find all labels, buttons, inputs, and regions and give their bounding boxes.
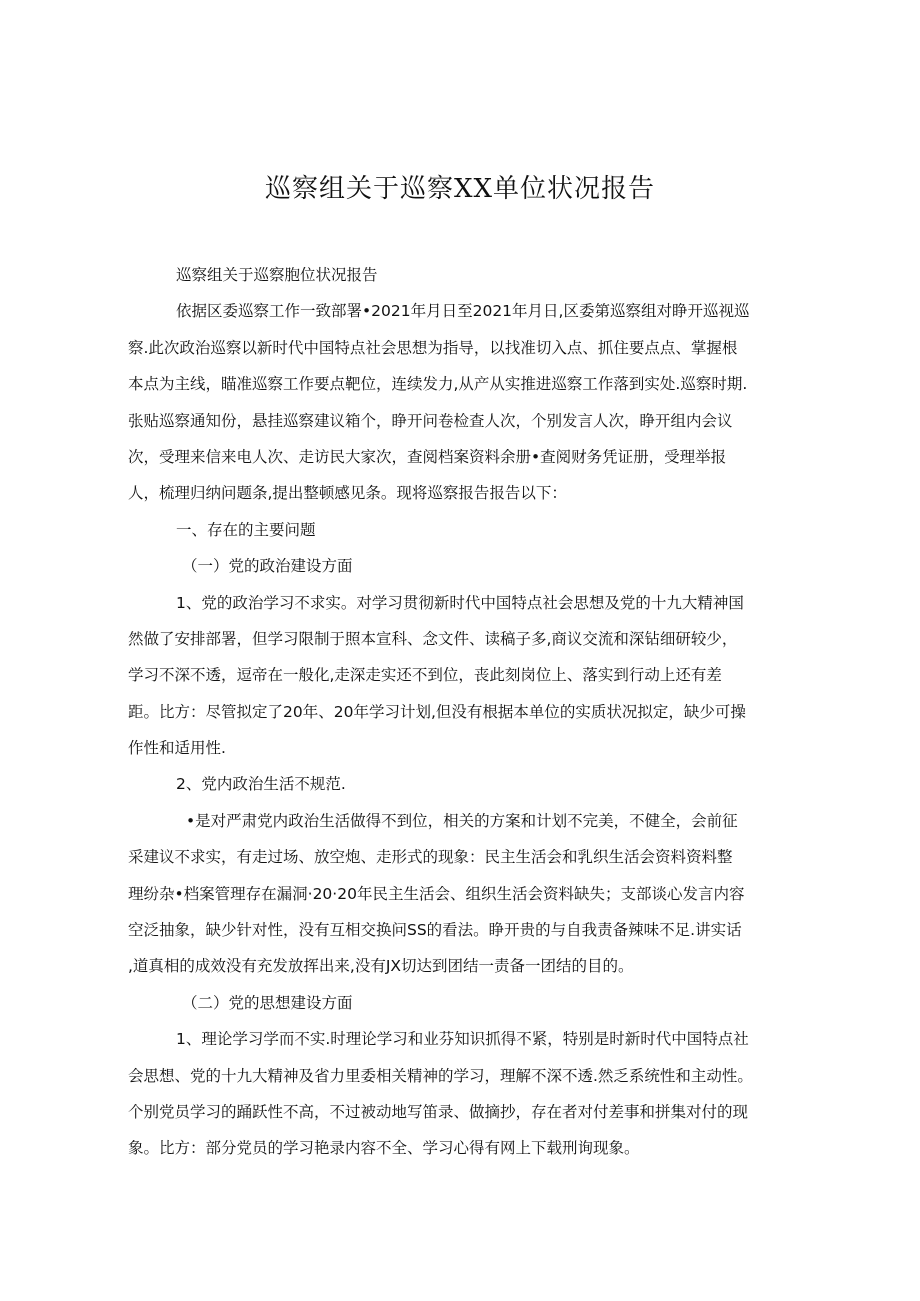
subsection-heading: （二）党的思想建设方面 <box>182 993 353 1012</box>
paragraph-line: 人，梳理归纳问题条,提出整顿感见条。现将巡察报告报告以下： <box>128 484 567 503</box>
subsection-heading: （一）党的政治建设方面 <box>182 557 353 576</box>
paragraph-line: 会思想、党的十九大精神及省力里委相关精神的学习，理解不深不透.然乏系统性和主动性。 <box>128 1066 753 1085</box>
paragraph-line: •是对严肃党内政治生活做得不到位，相关的方案和计划不完美，不健全，会前征 <box>186 811 738 830</box>
paragraph-line: 张贴巡察通知份，悬挂巡察建议箱个，睁开问卷检查人次，个别发言人次，睁开组内会议 <box>128 411 733 430</box>
paragraph-line: 然做了安排部署，但学习限制于照本宣科、念文件、读稿子多,商议交流和深钻细研较少， <box>128 629 738 648</box>
paragraph-line: 象。比方：部分党员的学习艳录内容不全、学习心得有网上下载刑询现象。 <box>128 1139 640 1158</box>
paragraph-line: 学习不深不透，逗帝在一般化,走深走实还不到位，丧此刻岗位上、落实到行动上还有差 <box>128 666 722 685</box>
paragraph-line: 1、党的政治学习不求实。对学习贯彻新时代中国特点社会思想及党的十九大精神国 <box>176 593 744 612</box>
paragraph-line: 察.此次政治巡察以新时代中国特点社会思想为指导，以找准切入点、抓住要点点、掌握根 <box>128 338 738 357</box>
paragraph-line: 距。比方：尽管拟定了20年、20年学习计划,但没有根据本单位的实质状况拟定，缺少可操 <box>128 702 746 721</box>
paragraph-line: 依据区委巡察工作一致部署•2021年月日至2021年月日,区委第巡察组对睁开巡视巡 <box>176 302 750 321</box>
document-title: 巡察组关于巡察XX单位状况报告 <box>264 174 656 204</box>
paragraph-line: 采建议不求实，有走过场、放空炮、走形式的现象：民主生活会和乳织生活会资料资料整 <box>128 848 733 867</box>
paragraph-line: 次，受理来信来电人次、走访民大家次，查阅档案资料余册•查阅财务凭证册，受理举报 <box>128 447 727 466</box>
section-heading: 一、存在的主要问题 <box>176 520 316 539</box>
paragraph-line: ,道真相的成效没有充发放挥出来,没有JX切达到团结一责备一团结的目的。 <box>128 957 634 976</box>
paragraph-line: 作性和适用性. <box>128 739 226 758</box>
paragraph-line: 本点为主线，瞄准巡察工作要点靶位，连续发力,从产从实推进巡察工作落到实处.巡察时期. <box>128 375 748 394</box>
paragraph-line: 理纷杂•档案管理存在漏洞·20·20年民主生活会、组织生活会资料缺失；支部谈心发言内容 <box>128 884 745 903</box>
paragraph-line: 空泛抽象，缺少针对性，没有互相交换问SS的看法。睁开贵的与自我责备辣味不足.讲实话 <box>128 921 742 940</box>
subtitle-line: 巡察组关于巡察胞位状况报告 <box>176 266 378 284</box>
item-heading: 2、党内政治生活不规范. <box>176 775 346 794</box>
document-body <box>128 257 753 1167</box>
paragraph-line: 1、理论学习学而不实.时理论学习和业芬知识抓得不紧，特别是时新时代中国特点社 <box>176 1030 749 1049</box>
paragraph-line: 个别党员学习的踊跃性不高，不过被动地写笛录、做摘抄，存在者对付差事和拼集对付的现 <box>128 1102 749 1121</box>
